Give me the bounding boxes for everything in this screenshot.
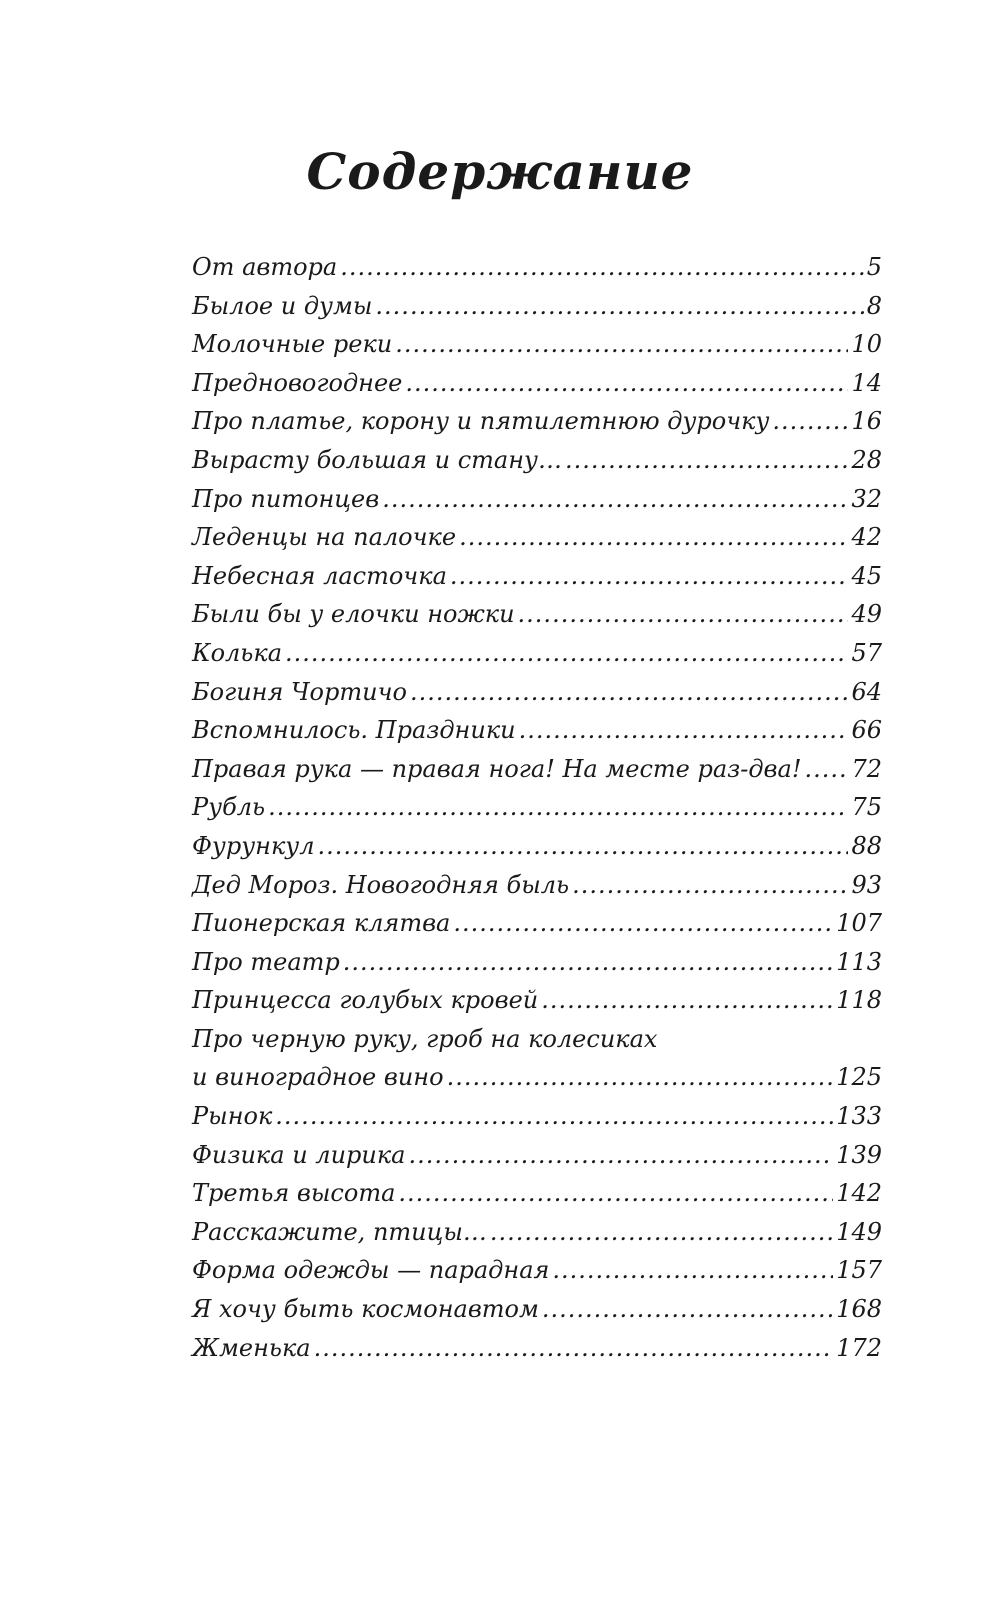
dot-leader [552, 1251, 833, 1290]
toc-entry-page: 8 [866, 291, 882, 320]
dot-leader [459, 518, 848, 557]
toc-entry-page: 32 [851, 484, 882, 513]
toc-entry [192, 943, 882, 982]
toc-entry-title: Форма одежды — парадная [192, 1256, 550, 1285]
dot-leader [542, 1290, 833, 1329]
dot-leader [519, 711, 849, 750]
toc-entry-page: 66 [851, 716, 882, 745]
toc-entry-page: 149 [836, 1217, 882, 1246]
toc-entry [192, 981, 882, 1020]
toc-entry-title: Былое и думы [192, 291, 373, 320]
dot-leader [565, 441, 849, 480]
toc-entry-title: Про питонцев [192, 484, 380, 513]
toc-entry-title: Были бы у елочки ножки [192, 600, 515, 629]
toc-entry-page: 75 [851, 793, 882, 822]
dot-leader [382, 480, 848, 519]
toc-entry-page: 28 [851, 445, 882, 474]
table-of-contents [192, 248, 882, 1367]
dot-leader [343, 943, 833, 982]
toc-entry [192, 480, 882, 519]
dot-leader [408, 1136, 833, 1175]
toc-entry [192, 287, 882, 326]
toc-entry-title: Дед Мороз. Новогодняя быль [192, 870, 570, 899]
dot-leader [285, 634, 848, 673]
dot-leader [275, 1097, 833, 1136]
toc-entry-page: 107 [836, 909, 882, 938]
dot-leader [450, 557, 849, 596]
toc-entry-title: Про черную руку, гроб на колесиках [192, 1024, 658, 1053]
toc-entry-title: Пионерская клятва [192, 909, 451, 938]
toc-entry-page: 45 [851, 561, 882, 590]
toc-entry-page: 88 [851, 831, 882, 860]
toc-entry-title: Физика и лирика [192, 1140, 406, 1169]
toc-entry-page: 57 [851, 638, 882, 667]
toc-entry-page: 64 [851, 677, 882, 706]
toc-entry-title: и виноградное вино [192, 1063, 444, 1092]
toc-entry-page: 118 [836, 986, 882, 1015]
dot-leader [395, 325, 848, 364]
dot-leader [314, 1329, 834, 1368]
toc-entry [192, 402, 882, 441]
toc-entry-title: Богиня Чортичо [192, 677, 407, 706]
dot-leader [804, 750, 848, 789]
toc-entry [192, 248, 882, 287]
toc-entry-title: Про театр [192, 947, 340, 976]
toc-entry [192, 673, 882, 712]
toc-entry-title: Про платье, корону и пятилетнюю дурочку [192, 407, 770, 436]
toc-entry-title: Вырасту большая и стану… [192, 445, 562, 474]
toc-entry-title: Правая рука — правая нога! На месте раз-два! [192, 754, 802, 783]
page-title: Содержание [306, 141, 694, 201]
toc-entry-page: 14 [851, 368, 882, 397]
dot-leader [375, 287, 863, 326]
toc-entry [192, 1329, 882, 1368]
toc-entry [192, 557, 882, 596]
toc-entry-page: 49 [851, 600, 882, 629]
dot-leader [541, 981, 833, 1020]
toc-entry-page: 5 [866, 253, 882, 281]
toc-entry-page: 168 [836, 1295, 882, 1324]
toc-entry-page: 10 [851, 330, 882, 359]
toc-entry-title: Вспомнилось. Праздники [192, 716, 516, 745]
toc-entry-page: 139 [836, 1140, 882, 1169]
toc-entry-title: Предновогоднее [192, 368, 403, 397]
toc-entry-title: Небесная ласточка [192, 561, 447, 590]
toc-entry-page: 125 [836, 1063, 882, 1092]
dot-leader [410, 673, 848, 712]
dot-leader [398, 1174, 833, 1213]
toc-entry-title: Жменька [192, 1333, 311, 1362]
dot-leader [772, 402, 848, 441]
toc-entry [192, 750, 882, 789]
toc-entry [192, 518, 882, 557]
toc-entry [192, 827, 882, 866]
toc-entry [192, 1290, 882, 1329]
toc-entry-title: Молочные реки [192, 330, 393, 359]
toc-entry [192, 441, 882, 480]
dot-leader [317, 827, 848, 866]
toc-entry [192, 595, 882, 634]
toc-entry [192, 711, 882, 750]
toc-entry-title: Расскажите, птицы… [192, 1217, 487, 1246]
toc-entry [192, 325, 882, 364]
toc-entry-title: Я хочу быть космонавтом [192, 1295, 539, 1324]
dot-leader [447, 1058, 834, 1097]
toc-entry-title: Рубль [192, 793, 266, 822]
toc-entry-title: Фурункул [192, 831, 315, 860]
toc-entry [192, 1136, 882, 1175]
toc-entry [192, 1213, 882, 1252]
toc-entry-title: Колька [192, 638, 283, 667]
toc-entry [192, 1020, 882, 1059]
toc-entry [192, 904, 882, 943]
toc-entry-page: 142 [836, 1179, 882, 1208]
dot-leader [268, 788, 848, 827]
toc-entry-page: 113 [836, 947, 882, 976]
toc-entry-page: 72 [851, 754, 882, 783]
toc-entry-page: 93 [851, 870, 882, 899]
toc-entry [192, 1174, 882, 1213]
toc-entry-page: 16 [851, 407, 882, 436]
toc-entry-page: 172 [836, 1333, 882, 1362]
dot-leader [405, 364, 848, 403]
toc-entry-page: 133 [836, 1102, 882, 1131]
dot-leader [453, 904, 833, 943]
toc-entry-page: 42 [851, 523, 882, 552]
toc-entry [192, 634, 882, 673]
toc-entry-page: 157 [836, 1256, 882, 1285]
dot-leader [518, 595, 849, 634]
toc-entry [192, 1251, 882, 1290]
toc-entry [192, 1097, 882, 1136]
toc-entry-title: От автора [192, 253, 338, 281]
toc-entry-title: Рынок [192, 1102, 273, 1131]
toc-entry [192, 866, 882, 905]
toc-entry-title: Третья высота [192, 1179, 396, 1208]
dot-leader [490, 1213, 833, 1252]
dot-leader [340, 248, 864, 287]
toc-entry-title: Принцесса голубых кровей [192, 986, 539, 1015]
dot-leader [572, 866, 848, 905]
toc-entry [192, 788, 882, 827]
toc-entry [192, 364, 882, 403]
toc-entry-title: Леденцы на палочке [192, 523, 457, 552]
toc-entry [192, 1058, 882, 1097]
